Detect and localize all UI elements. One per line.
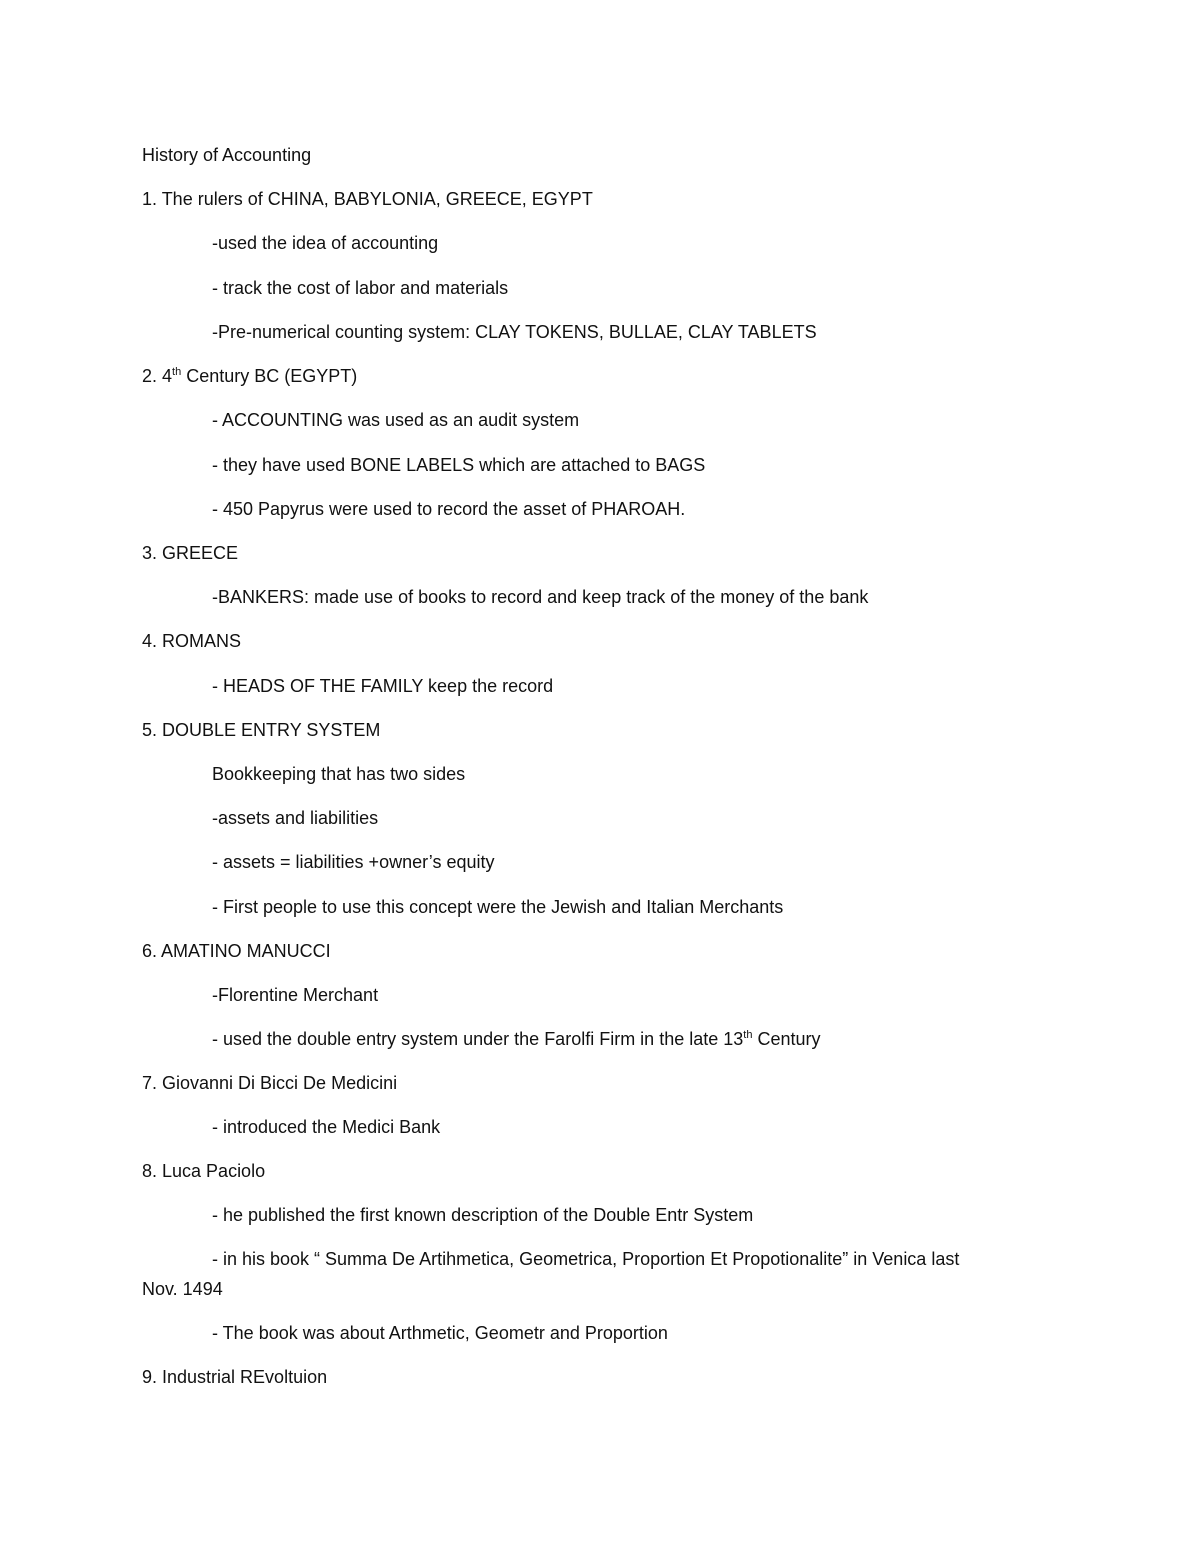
item-3-line-1: -BANKERS: made use of books to record and keep track of the money of the bank (212, 587, 869, 607)
item-2-line-2: - they have used BONE LABELS which are attached to BAGS (212, 455, 706, 475)
item-8-line-2-continued: Nov. 1494 (142, 1279, 223, 1299)
item-2-line-3: - 450 Papyrus were used to record the asset of PHAROAH. (212, 499, 686, 519)
item-2-heading-before: 2. 4 (142, 366, 173, 386)
item-8-line-1: - he published the first known description of the Double Entr System (212, 1205, 754, 1225)
item-7-heading: 7. Giovanni Di Bicci De Medicini (142, 1073, 398, 1093)
item-6-line-2-after: Century (752, 1029, 821, 1049)
item-4-heading: 4. ROMANS (142, 631, 242, 651)
item-5-line-3: - assets = liabilities +owner’s equity (212, 852, 495, 872)
item-8-line-3: - The book was about Arthmetic, Geometr and Proportion (212, 1323, 668, 1343)
item-2-heading-after: Century BC (EGYPT) (181, 366, 358, 386)
item-2-heading (142, 367, 357, 385)
item-1-heading: 1. The rulers of CHINA, BABYLONIA, GREECE, EGYPT (142, 189, 593, 209)
item-1-line-2: - track the cost of labor and materials (212, 278, 509, 298)
item-1-line-3: -Pre-numerical counting system: CLAY TOKENS, BULLAE, CLAY TABLETS (212, 322, 817, 342)
item-3-heading: 3. GREECE (142, 543, 239, 563)
item-2-heading-sup: th (172, 366, 182, 378)
item-5-line-1: Bookkeeping that has two sides (212, 764, 466, 784)
item-6-line-2 (212, 1030, 820, 1048)
item-7-line-1: - introduced the Medici Bank (212, 1117, 441, 1137)
item-2-line-1: - ACCOUNTING was used as an audit system (212, 410, 580, 430)
item-8-line-2: - in his book “ Summa De Artihmetica, Geometrica, Proportion Et Propotionalite” in Venica last (212, 1249, 960, 1269)
item-5-heading: 5. DOUBLE ENTRY SYSTEM (142, 720, 381, 740)
document-title: History of Accounting (142, 145, 312, 165)
item-1-line-1: -used the idea of accounting (212, 233, 439, 253)
item-6-heading: 6. AMATINO MANUCCI (142, 941, 331, 961)
item-6-line-1: -Florentine Merchant (212, 985, 379, 1005)
item-6-line-2-sup: th (743, 1029, 753, 1041)
item-9-heading: 9. Industrial REvoltuion (142, 1367, 328, 1387)
item-5-line-4: - First people to use this concept were the Jewish and Italian Merchants (212, 897, 784, 917)
item-5-line-2: -assets and liabilities (212, 808, 379, 828)
item-6-line-2-before: - used the double entry system under the Farolfi Firm in the late 13 (212, 1029, 744, 1049)
item-8-heading: 8. Luca Paciolo (142, 1161, 266, 1181)
item-4-line-1: - HEADS OF THE FAMILY keep the record (212, 676, 554, 696)
